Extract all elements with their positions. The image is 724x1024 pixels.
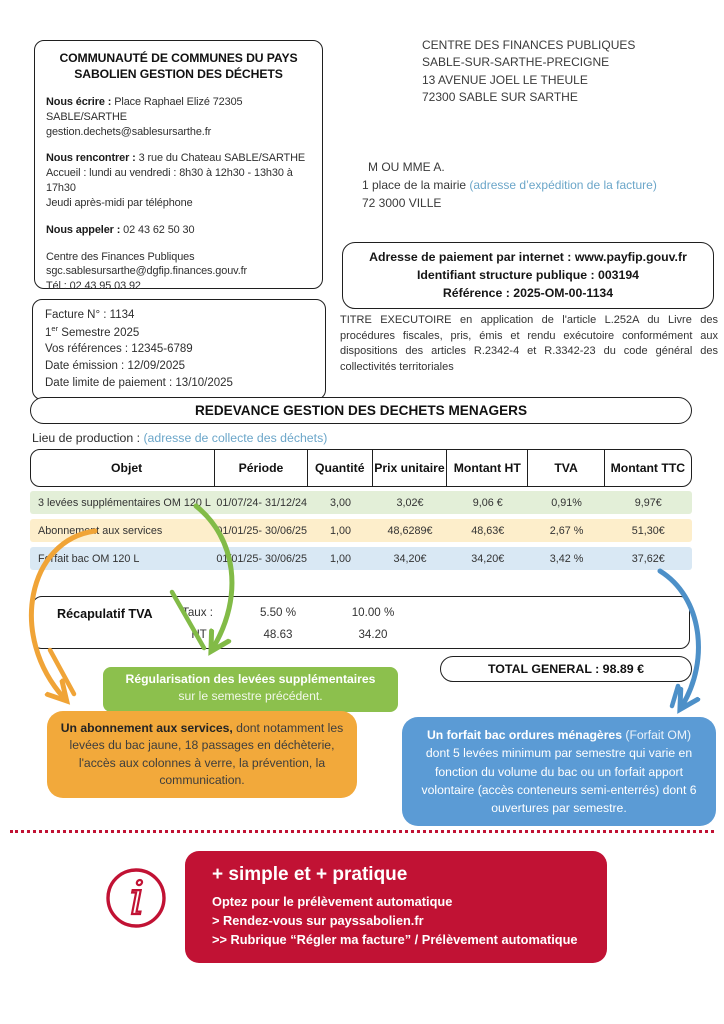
titre-executoire: TITRE EXECUTOIRE en application de l'article L.252A du Livre des procédures fiscales, pris, émis et rendu exécutoire conformément aux dispositions des articles R.2342-4 et R.3342-23 du code général des collectivités territoriales (340, 314, 718, 373)
write-label: Nous écrire : (46, 95, 112, 108)
recap-taux-label: Taux : (182, 606, 213, 619)
recap-taux-2: 10.00 % (351, 606, 395, 619)
finance-center-address (422, 37, 635, 107)
finance-line: 72300 SABLE SUR SARTHE (422, 90, 578, 105)
recipient-name: M OU MME A. (368, 160, 445, 174)
call-label: Nous appeler : (46, 223, 121, 236)
recap-tva-box (32, 596, 690, 649)
recap-taux-1: 5.50 % (259, 606, 297, 619)
cell-montant-ht: 34,20€ (471, 552, 505, 565)
write-value: Place Raphael Elizé 72305 SABLE/SARTHE (46, 95, 243, 123)
cell-prix-unitaire: 3,02€ (396, 496, 424, 509)
sender-write (46, 95, 311, 125)
sender-contact-box (34, 40, 323, 293)
cell-montant-ttc: 9,97€ (634, 496, 662, 509)
cell-prix-unitaire: 34,20€ (393, 552, 427, 565)
cell-objet: Abonnement aux services (38, 524, 163, 537)
cell-periode: 01/01/25- 30/06/25 (216, 524, 308, 537)
recipient-city: 72 3000 VILLE (362, 196, 442, 210)
col-header-quantite: Quantité (307, 450, 372, 486)
col-header-tva: TVA (527, 450, 603, 486)
blue-callout-paren: (Forfait OM) (622, 728, 692, 742)
total-general-box: TOTAL GENERAL : 98.89 € (440, 656, 692, 682)
promo-line1: Optez pour le prélèvement automatique (212, 894, 453, 909)
facture-semester (45, 324, 313, 342)
promo-box (185, 851, 607, 963)
orange-callout-bold: Un abonnement aux services, (60, 721, 233, 735)
info-icon (104, 866, 168, 930)
finance-line: CENTRE DES FINANCES PUBLIQUES (422, 38, 636, 52)
sender-title-line2: SABOLIEN GESTION DES DÉCHETS (74, 67, 283, 82)
meet-label: Nous rencontrer : (46, 152, 136, 165)
col-header-prix-unitaire: Prix unitaire (372, 450, 446, 486)
cell-periode: 01/07/24- 31/12/24 (216, 496, 308, 509)
cell-periode: 01/01/25- 30/06/25 (216, 552, 308, 565)
facture-emission: Date émission : 12/09/2025 (45, 360, 186, 373)
promo-title: + simple et + pratique (212, 864, 408, 885)
promo-line3: >> Rubrique “Régler ma facture” / Prélèvement automatique (212, 932, 578, 948)
col-header-montant-ht: Montant HT (446, 450, 527, 486)
col-header-montant-ttc: Montant TTC (604, 450, 691, 486)
sender-email: gestion.dechets@sablesursarthe.fr (46, 125, 212, 138)
orange-arrow-barb (50, 650, 74, 694)
blue-callout-rest: dont 5 levées minimum par semestre qui varie en fonction du volume du bac ou un forfait apport volontaire (accès conteneurs semi-enterrés) dont 6 ouvertures par semestre. (421, 746, 697, 816)
cell-tva: 0,91% (551, 496, 582, 509)
green-callout-rest: sur le semestre précédent. (178, 689, 323, 704)
sender-hours-extra: Jeudi après-midi par téléphone (46, 196, 193, 209)
sender-meet (46, 151, 311, 166)
table-row-levees (30, 491, 692, 514)
blue-arrow-barb (672, 686, 678, 706)
orange-callout-rest: dont notamment les levées du bac jaune, 18 passages en déchèterie, l'accès aux colonnes à verre, la prévention, la communication. (69, 721, 344, 787)
table-header (30, 449, 692, 487)
blue-callout-forfait (402, 717, 716, 826)
recipient-street: 1 place de la mairie (362, 178, 470, 192)
semester-sup: er (51, 323, 59, 333)
cell-quantite: 3,00 (329, 496, 351, 509)
sender-title-line1: COMMUNAUTÉ DE COMMUNES DU PAYS (59, 51, 298, 65)
finance-line: 13 AVENUE JOEL LE THEULE (422, 72, 588, 87)
orange-callout-abonnement (47, 711, 357, 798)
sender-call (46, 223, 311, 238)
sender-title (46, 50, 311, 83)
cfp-tel: Tél : 02 43 95 03 92 (46, 280, 141, 293)
recipient-address-note: (adresse d’expédition de la facture) (469, 178, 657, 192)
table-row-abonnement (30, 519, 692, 542)
payment-box (342, 242, 714, 309)
recap-ht-1: 48.63 (263, 628, 293, 641)
cell-tva: 3,42 % (549, 552, 584, 565)
green-callout-bold: Régularisation des levées supplémentaires (125, 672, 376, 686)
payment-url-line: Adresse de paiement par internet : www.payfip.gouv.fr (369, 250, 687, 264)
facture-deadline: Date limite de paiement : 13/10/2025 (45, 376, 233, 389)
lieu-label: Lieu de production : (32, 431, 144, 445)
promo-line2: > Rendez-vous sur payssabolien.fr (212, 913, 424, 929)
sender-hours: Accueil : lundi au vendredi : 8h30 à 12h30 - 13h30 à 17h30 (46, 167, 293, 195)
col-header-periode: Période (214, 450, 307, 486)
cell-quantite: 1,00 (329, 524, 351, 537)
recipient-address (362, 176, 657, 194)
cell-quantite: 1,00 (329, 552, 351, 565)
dotted-separator (10, 830, 714, 833)
cell-tva: 2,67 % (549, 524, 584, 537)
cfp-email: sgc.sablesursarthe@dgfip.finances.gouv.fr (46, 265, 248, 278)
cell-montant-ttc: 37,62€ (631, 552, 665, 565)
call-value: 02 43 62 50 30 (120, 223, 195, 236)
recap-ht-label: HT : (191, 628, 213, 641)
payment-ref-line: Référence : 2025-OM-00-1134 (442, 285, 614, 300)
recap-title: Récapulatif TVA (57, 607, 153, 621)
cell-objet: 3 levées supplémentaires OM 120 L (38, 496, 211, 509)
cfp-name: Centre des Finances Publiques (46, 250, 195, 263)
meet-value: 3 rue du Chateau SABLE/SARTHE (135, 152, 306, 165)
col-header-objet: Objet (111, 460, 143, 475)
payment-id-line: Identifiant structure publique : 003194 (416, 267, 640, 282)
cell-montant-ht: 48,63€ (471, 524, 505, 537)
semester-rest: Semestre 2025 (58, 326, 140, 339)
green-callout-regularisation (103, 667, 398, 712)
cell-objet: Forfait bac OM 120 L (38, 552, 140, 565)
cell-montant-ht: 9,06 € (472, 496, 503, 509)
document-title-banner: REDEVANCE GESTION DES DECHETS MENAGERS (30, 397, 692, 424)
recipient-block (362, 158, 657, 212)
lieu-note: (adresse de collecte des déchets) (143, 431, 328, 445)
facture-number: Facture N° : 1134 (45, 309, 135, 321)
lieu-de-production (32, 431, 327, 445)
facture-info-box (32, 299, 326, 400)
facture-refs: Vos références : 12345-6789 (45, 343, 193, 356)
cell-montant-ttc: 51,30€ (631, 524, 665, 537)
blue-callout-bold: Un forfait bac ordures ménagères (426, 728, 622, 742)
table-row-forfait (30, 547, 692, 570)
svg-text:i: i (129, 871, 145, 925)
recap-ht-2: 34.20 (358, 628, 388, 641)
semester-num: 1 (45, 326, 52, 339)
finance-line: SABLE-SUR-SARTHE-PRECIGNE (422, 55, 610, 70)
cell-prix-unitaire: 48,6289€ (387, 524, 433, 537)
